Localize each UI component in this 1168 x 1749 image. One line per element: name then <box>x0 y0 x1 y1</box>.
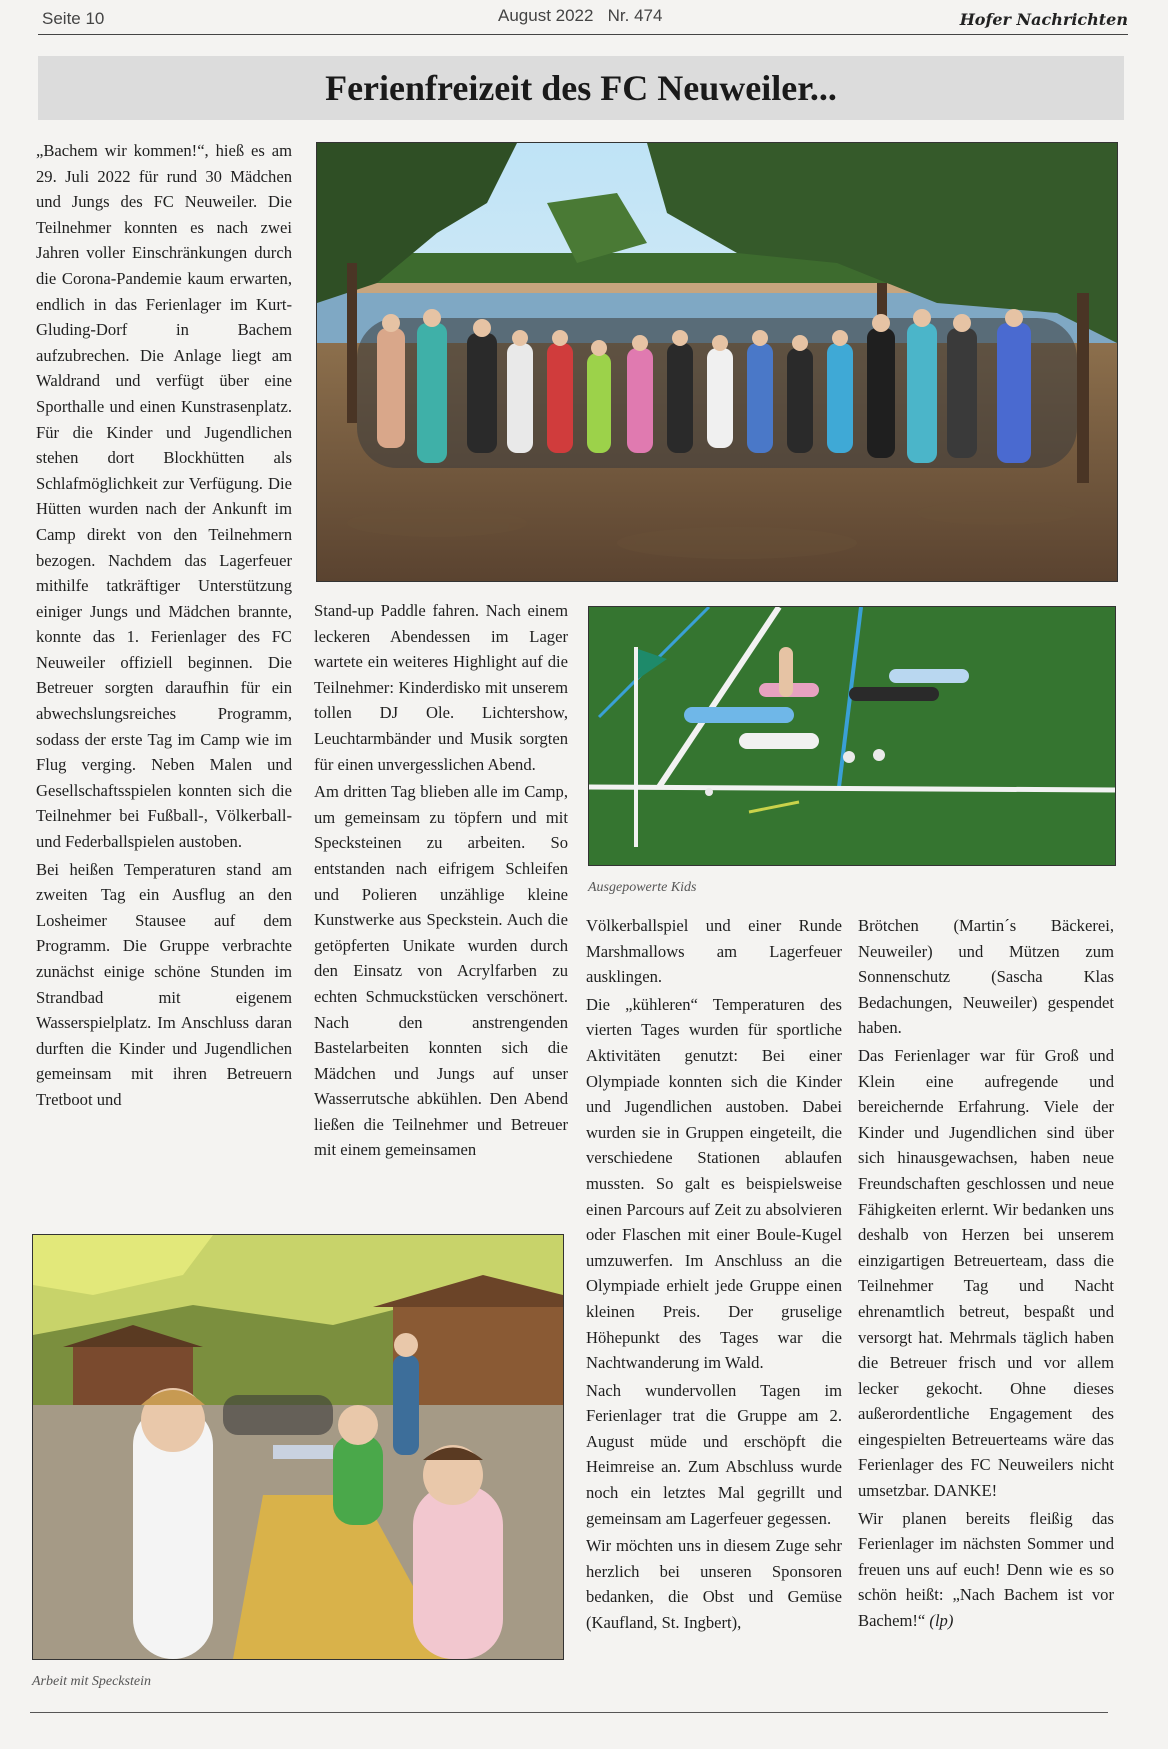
issue-info: August 2022 Nr. 474 <box>498 6 663 25</box>
group-photo <box>316 142 1118 582</box>
article-column-2 <box>314 598 568 1165</box>
article-title: Ferienfreizeit des FC Neuweiler... <box>325 68 837 108</box>
article-column-1 <box>36 138 292 1115</box>
masthead: Hofer Nachrichten <box>959 10 1128 29</box>
page-number: Seite 10 <box>42 9 105 28</box>
page-header <box>38 4 1128 35</box>
closing-text: Wir planen bereits fleißig das Ferienlager im nächsten Sommer und freuen uns auf euch! Denn wie es so schön heißt: „Nach Bachem ist vor Bachem!“ <box>858 1508 1114 1631</box>
paragraph: Stand-up Paddle fahren. Nach einem leckeren Abendessen im Lager wartete ein weiteres Highlight auf die Teilnehmer: Kinderdisko mit unserem tollen DJ Ole. Lichtershow, Leuchtarmbänder und Musik sorgten für einen unvergesslichen Abend. <box>314 601 568 774</box>
caption-soapstone-photo: Arbeit mit Speckstein <box>32 1674 151 1689</box>
title-bar <box>38 56 1124 120</box>
field-photo <box>588 606 1116 866</box>
paragraph: Völkerballspiel und einer Runde Marshmallows am Lagerfeuer ausklingen. <box>586 916 842 987</box>
paragraph: Die „kühleren“ Temperaturen des vierten Tages wurden für sportliche Aktivitäten genutzt: Bei einer Olympiade konnten sich die Kinder und Jugendlichen austoben. Dabei wurden sie in Gruppen eingeteilt, die verschiedene Stationen ablaufen mussten. So galt es beispielsweise einen Parcours auf Zeit zu absolvieren oder Flaschen mit einer Boule-Kugel umzuwerfen. Im Anschluss an die Olympiade erhielt jede Gruppe einen kleinen Preis. Der gruselige Höhepunkt des Tages war die Nachtwanderung im Wald. <box>586 994 842 1373</box>
caption-field-photo: Ausgepowerte Kids <box>588 880 697 895</box>
author-initials: (lp) <box>929 1611 954 1631</box>
paragraph: Am dritten Tag blieben alle im Camp, um gemeinsam zu töpfern und mit Specksteinen zu arbeiten. So entstanden nach eifrigem Schleifen und Polieren unzählige kleine Kunstwerke aus Speckstein. Auch die getöpferten Unikate wurden durch den Einsatz von Acrylfarben zu echten Schmuckstücken verschönert. Nach den anstrengenden Bastelarbeiten konnten sich die Mädchen und Jungs auf unser Wasserrutsche abkühlen. Den Abend ließen die Teilnehmer und Betreuer mit einem gemeinsamen <box>314 782 568 1160</box>
paragraph: Bei heißen Temperaturen stand am zweiten Tag ein Ausflug an den Losheimer Stausee auf dem Programm. Die Gruppe verbrachte zunächst einige schöne Stunden im Strandbad mit eigenem Wasserspielplatz. Im Anschluss daran durften die Kinder und Jugendlichen gemeinsam mit ihren Betreuern Tretboot und <box>36 859 292 1109</box>
article-column-3 <box>586 913 842 1638</box>
paragraph: Wir möchten uns in diesem Zuge sehr herzlich bei unseren Sponsoren bedanken, die Obst und Gemüse (Kaufland, St. Ingbert), <box>586 1536 842 1633</box>
footer-rule <box>30 1712 1108 1713</box>
article-column-4 <box>858 913 1114 1636</box>
paragraph: Das Ferienlager war für Groß und Klein eine aufregende und bereichernde Erfahrung. Viele der Kinder und Jugendlichen sind über sich hinausgewachsen, haben neue Freundschaften geschlossen und neue Fähigkeiten erlernt. Wir bedanken uns deshalb von Herzen bei unserem einzigartigen Betreuerteam, dass die Teilnehmer Tag und Nacht ehrenamtlich betreut, bespaßt und versorgt hat. Mehrmals täglich haben die Betreuer frisch und vor allem lecker gekocht. Ohne dieses außerordentliche Engagement des eingespielten Betreuerteams wäre das Ferienlager des FC Neuweilers nicht umsetzbar. DANKE! <box>858 1045 1114 1501</box>
paragraph: Brötchen (Martin´s Bäckerei, Neuweiler) und Mützen zum Sonnenschutz (Sascha Klas Bedachungen, Neuweiler) gespendet haben. <box>858 916 1114 1038</box>
paragraph: „Bachem wir kommen!“, hieß es am 29. Juli 2022 für rund 30 Mädchen und Jungs des FC Neuweiler. Die Teilnehmer konnten es nach zwei Jahren voller Einschränkungen durch die Corona-Pandemie kaum erwarten, endlich in das Ferienlager im Kurt-Gluding-Dorf in Bachem aufzubrechen. Die Anlage liegt am Waldrand und verfügt über eine Sporthalle und einen Kunstrasenplatz. Für die Kinder und Jugendlichen stehen dort Blockhütten als Schlafmöglichkeit zur Verfügung. Die Hütten wurden nach der Ankunft im Camp direkt von den Teilnehmern bezogen. Nachdem das Lagerfeuer mithilfe tatkräftiger Unterstützung einiger Jungs und Mädchen brannte, konnte das 1. Ferienlager des FC Neuweiler offiziell beginnen. Die Betreuer sorgten daraufhin für ein abwechslungsreiches Programm, sodass der erste Tag im Camp wie im Flug verging. Neben Malen und Gesellschaftsspielen konnten sich die Teilnehmer bei Fußball-, Völkerball- und Federballspielen austoben. <box>36 141 292 852</box>
soapstone-photo <box>32 1234 564 1660</box>
paragraph: Nach wundervollen Tagen im Ferienlager trat die Gruppe am 2. August müde und erschöpft die Heimreise an. Zum Abschluss wurde noch ein letztes Mal gegrillt und gemeinsam am Lagerfeuer gegessen. <box>586 1380 842 1528</box>
paragraph <box>858 1506 1114 1634</box>
